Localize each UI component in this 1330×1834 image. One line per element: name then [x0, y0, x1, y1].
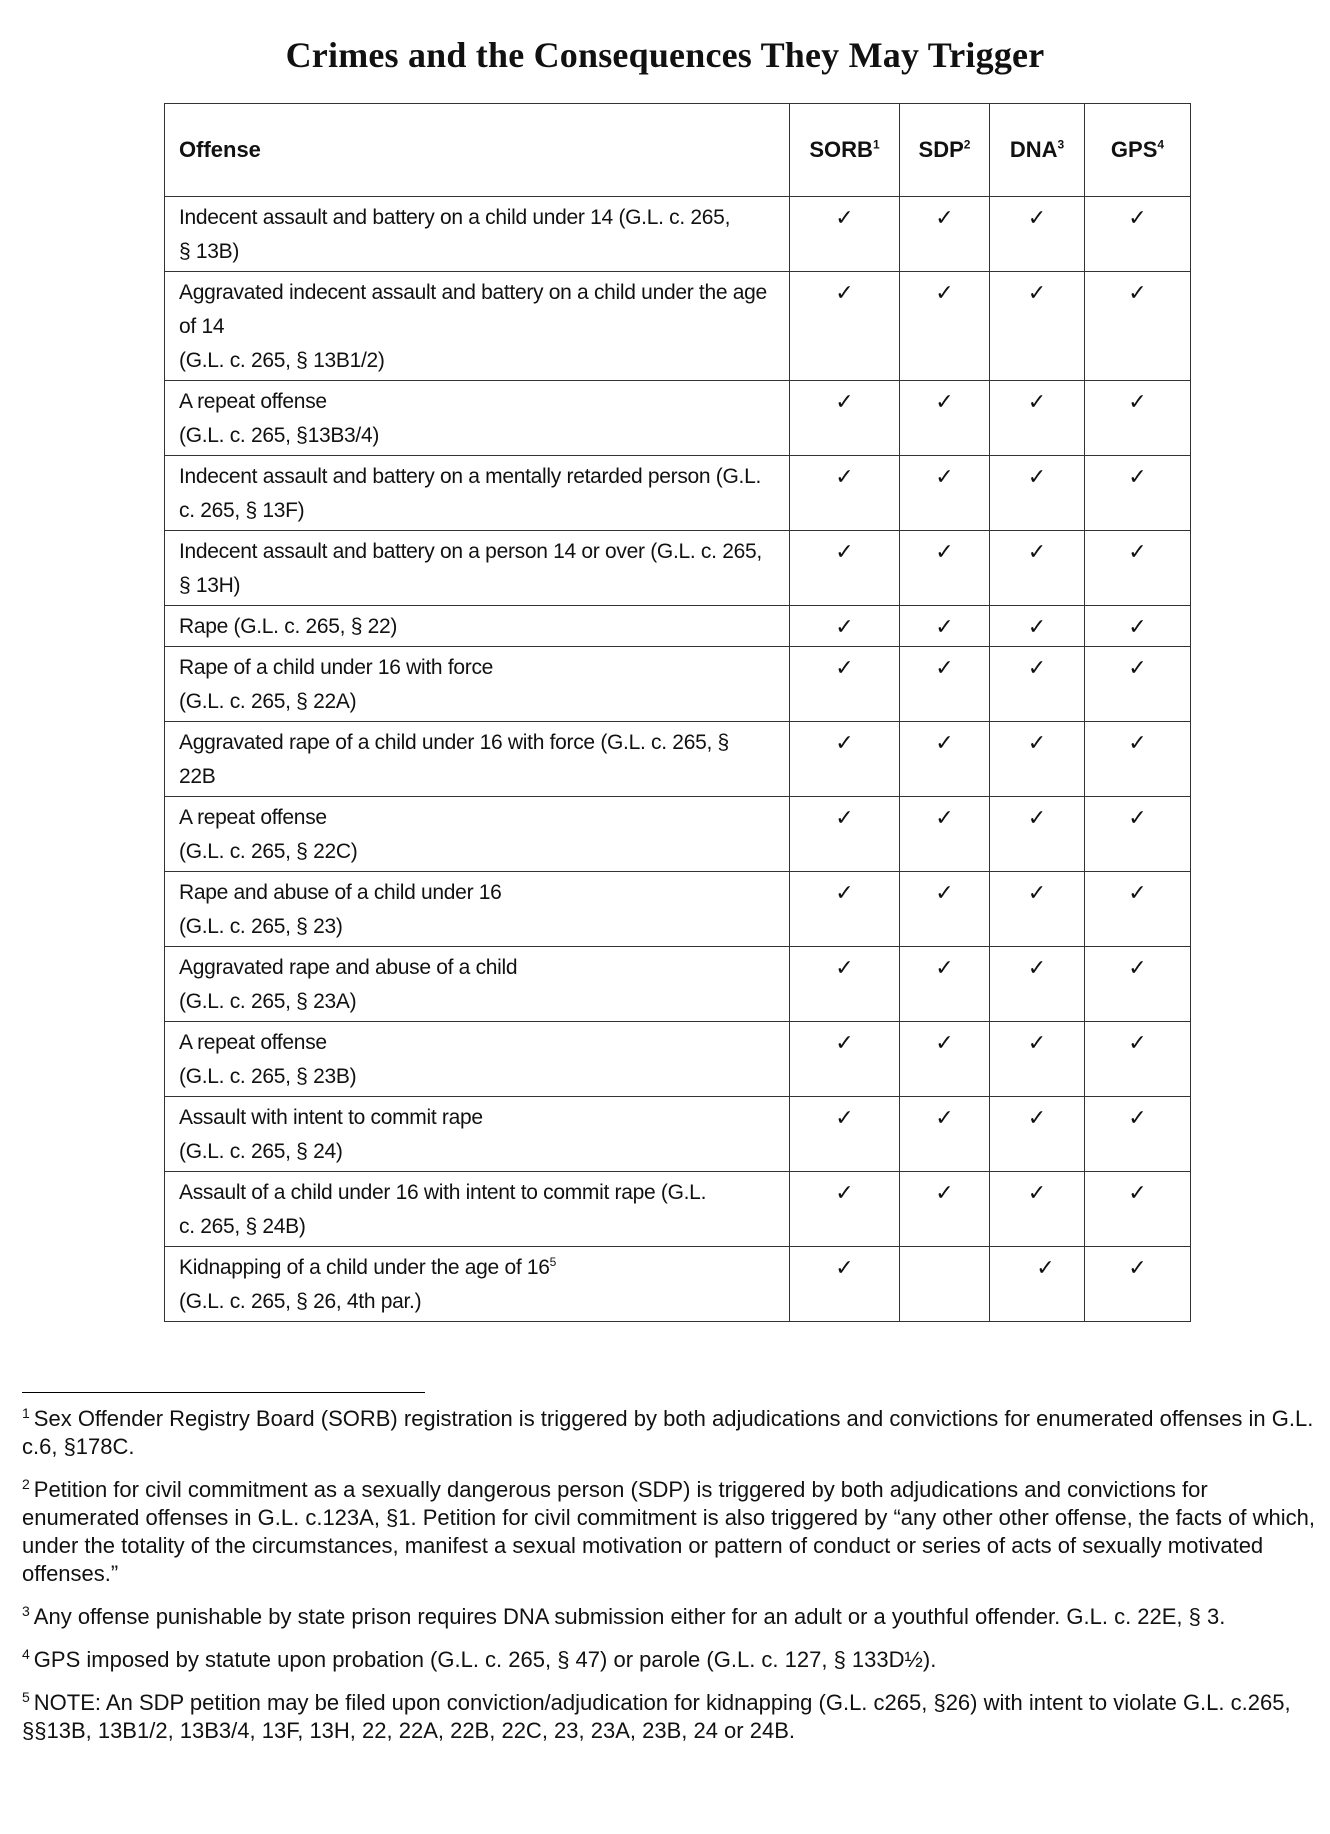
table-row — [165, 531, 1191, 606]
offense-text: (G.L. c. 265, § 23B) — [179, 1065, 357, 1088]
footnote-number: 2 — [22, 1475, 30, 1492]
offense-text: (G.L. c. 265, § 23A) — [179, 990, 357, 1013]
offense-text: (G.L. c. 265, § 13B1/2) — [179, 349, 385, 372]
check-cell-sorb — [790, 647, 900, 722]
check-mark-icon: ✓ — [1128, 614, 1147, 639]
footnote-text: Any offense punishable by state prison requires DNA submission either for an adult or a youthful offender. G.L. c. 22E, § 3. — [33, 1604, 1226, 1629]
offense-cell — [165, 1172, 790, 1247]
check-cell-dna — [990, 456, 1085, 531]
check-mark-icon: ✓ — [1027, 1030, 1047, 1055]
check-mark-icon: ✓ — [1128, 464, 1147, 489]
footnote-ref: 2 — [963, 137, 971, 152]
check-cell-sorb — [790, 531, 900, 606]
table-row — [165, 1097, 1191, 1172]
check-mark-icon: ✓ — [935, 614, 954, 639]
check-cell-dna — [990, 606, 1085, 647]
offense-text: (G.L. c. 265, § 22C) — [179, 840, 358, 863]
check-cell-dna — [990, 1172, 1085, 1247]
footnote-3 — [22, 1603, 1322, 1631]
check-mark-icon: ✓ — [1027, 730, 1047, 755]
table-row — [165, 456, 1191, 531]
header-offense: Offense — [165, 104, 790, 197]
footnote-ref: 1 — [872, 137, 880, 152]
offense-text: (G.L. c. 265, § 24) — [179, 1140, 343, 1163]
check-mark-icon: ✓ — [1128, 1030, 1147, 1055]
check-cell-sdp — [900, 872, 990, 947]
offense-text: Rape of a child under 16 with force — [179, 656, 494, 679]
check-cell-sorb — [790, 456, 900, 531]
check-mark-icon: ✓ — [1027, 389, 1047, 414]
check-mark-icon: ✓ — [1027, 280, 1047, 305]
check-cell-sorb — [790, 722, 900, 797]
check-cell-dna — [990, 947, 1085, 1022]
footnote-number: 5 — [22, 1688, 30, 1705]
check-mark-icon: ✓ — [835, 730, 854, 755]
header-dna: DNA$^3$ — [990, 104, 1085, 197]
offense-text: Indecent assault and battery on a person 14 or over (G.L. c. 265, — [179, 540, 762, 563]
check-mark-icon: ✓ — [1128, 280, 1147, 305]
footnote-number: 1 — [22, 1404, 30, 1421]
footnote-2 — [22, 1476, 1322, 1588]
offense-cell — [165, 197, 790, 272]
check-mark-icon: ✓ — [835, 1180, 854, 1205]
offense-cell — [165, 272, 790, 381]
check-cell-sorb — [790, 1097, 900, 1172]
check-cell-dna — [990, 197, 1085, 272]
check-cell-sorb — [790, 872, 900, 947]
check-cell-dna — [990, 272, 1085, 381]
check-cell-sdp — [900, 947, 990, 1022]
check-mark-icon: ✓ — [935, 805, 954, 830]
check-cell-sorb — [790, 797, 900, 872]
check-mark-icon: ✓ — [835, 205, 854, 230]
check-mark-icon: ✓ — [835, 655, 854, 680]
offense-cell — [165, 1022, 790, 1097]
check-mark-icon: ✓ — [1027, 1105, 1047, 1130]
check-mark-icon: ✓ — [935, 880, 954, 905]
check-mark-icon: ✓ — [1027, 955, 1047, 980]
check-mark-icon: ✓ — [1027, 539, 1047, 564]
check-cell-gps — [1085, 272, 1191, 381]
check-cell-sdp — [900, 722, 990, 797]
offense-cell — [165, 872, 790, 947]
check-cell-sdp — [900, 1247, 990, 1322]
table-row — [165, 1247, 1191, 1322]
offense-text: (G.L. c. 265, § 26, 4th par.) — [179, 1290, 422, 1313]
header-sorb: SORB$^1$ — [790, 104, 900, 197]
footnote-text: GPS imposed by statute upon probation (G.L. c. 265, § 47) or parole (G.L. c. 127, § 133D½). — [33, 1647, 937, 1672]
check-cell-gps — [1085, 722, 1191, 797]
offense-cell — [165, 456, 790, 531]
check-cell-gps — [1085, 456, 1191, 531]
check-mark-icon: ✓ — [935, 539, 954, 564]
table-row — [165, 872, 1191, 947]
check-mark-icon: ✓ — [935, 1180, 954, 1205]
table-row — [165, 722, 1191, 797]
table-row — [165, 947, 1191, 1022]
offense-text: 22B — [179, 765, 216, 788]
table-row — [165, 1172, 1191, 1247]
footnote-ref: 5 — [549, 1255, 557, 1269]
check-cell-sorb — [790, 197, 900, 272]
offense-text: Aggravated indecent assault and battery on a child under the age — [179, 281, 767, 304]
footnote-number: 4 — [22, 1645, 30, 1662]
footnote-number: 3 — [22, 1602, 30, 1619]
offense-cell — [165, 1247, 790, 1322]
check-mark-icon: ✓ — [935, 1030, 954, 1055]
offense-text: A repeat offense — [179, 806, 327, 829]
check-cell-dna — [990, 722, 1085, 797]
check-cell-sdp — [900, 531, 990, 606]
check-mark-icon: ✓ — [1128, 655, 1147, 680]
check-cell-gps — [1085, 872, 1191, 947]
offense-text: Indecent assault and battery on a mentally retarded person (G.L. — [179, 465, 761, 488]
check-mark-icon: ✓ — [1128, 730, 1147, 755]
footnote-text: NOTE: An SDP petition may be filed upon conviction/adjudication for kidnapping (G.L. c265, §26) with intent to violate G.L. c.265, §§13B, 13B1/2, 13B3/4, 13F, 13H, 22, 22A, 22B, 22C, 23, 23A, 23B, 24 or 24B. — [22, 1690, 1291, 1743]
offense-cell — [165, 1097, 790, 1172]
check-mark-icon: ✓ — [1027, 805, 1047, 830]
check-cell-gps — [1085, 381, 1191, 456]
header-sdp: SDP$^2$ — [900, 104, 990, 197]
check-mark-icon: ✓ — [835, 955, 854, 980]
check-cell-dna — [990, 647, 1085, 722]
table-row — [165, 197, 1191, 272]
offense-text: (G.L. c. 265, §13B3/4) — [179, 424, 380, 447]
table-row — [165, 606, 1191, 647]
offense-text: (G.L. c. 265, § 22A) — [179, 690, 357, 713]
offense-text: Rape and abuse of a child under 16 — [179, 881, 502, 904]
table-row — [165, 1022, 1191, 1097]
check-mark-icon: ✓ — [1027, 655, 1047, 680]
check-cell-sdp — [900, 797, 990, 872]
footnote-text: Petition for civil commitment as a sexually dangerous person (SDP) is triggered by both adjudications and convictions for enumerated offenses in G.L. c.123A, §1. Petition for civil commitment is also triggered by “any other other offense, the facts of which, under the totality of the circumstances, manifest a sexual motivation or pattern of conduct or series of acts of sexually motivated offenses.” — [22, 1477, 1315, 1586]
check-mark-icon: ✓ — [1027, 464, 1047, 489]
check-cell-dna — [990, 797, 1085, 872]
check-cell-gps — [1085, 606, 1191, 647]
check-mark-icon: ✓ — [1128, 1105, 1147, 1130]
offense-text: Aggravated rape and abuse of a child — [179, 956, 518, 979]
crimes-table — [164, 103, 1191, 1322]
offense-text: (G.L. c. 265, § 23) — [179, 915, 343, 938]
offense-cell — [165, 797, 790, 872]
check-cell-dna — [990, 1247, 1085, 1322]
check-cell-sorb — [790, 272, 900, 381]
offense-text: Kidnapping of a child under the age of 16 — [179, 1256, 550, 1279]
offense-text: Assault with intent to commit rape — [179, 1106, 483, 1129]
check-mark-icon: ✓ — [1027, 880, 1047, 905]
footnote-ref: 4 — [1157, 137, 1165, 152]
check-cell-gps — [1085, 1172, 1191, 1247]
check-cell-sdp — [900, 456, 990, 531]
check-mark-icon: ✓ — [835, 880, 854, 905]
footnote-ref: 3 — [1057, 137, 1065, 152]
check-cell-sdp — [900, 1172, 990, 1247]
footnote-4 — [22, 1646, 1322, 1674]
check-mark-icon: ✓ — [935, 955, 954, 980]
check-cell-dna — [990, 531, 1085, 606]
offense-text: § 13H) — [179, 574, 241, 597]
check-mark-icon: ✓ — [1027, 1180, 1047, 1205]
check-cell-gps — [1085, 797, 1191, 872]
offense-text: A repeat offense — [179, 1031, 327, 1054]
check-cell-dna — [990, 1097, 1085, 1172]
check-cell-gps — [1085, 947, 1191, 1022]
check-mark-icon: ✓ — [1128, 955, 1147, 980]
offense-text: Indecent assault and battery on a child under 14 (G.L. c. 265, — [179, 206, 731, 229]
check-mark-icon: ✓ — [835, 1105, 854, 1130]
check-mark-icon: ✓ — [835, 389, 854, 414]
check-mark-icon: ✓ — [1128, 805, 1147, 830]
footnote-text: Sex Offender Registry Board (SORB) registration is triggered by both adjudications and convictions for enumerated offenses in G.L. c.6, §178C. — [22, 1406, 1314, 1459]
check-mark-icon: ✓ — [835, 1255, 854, 1280]
table-row — [165, 797, 1191, 872]
offense-cell — [165, 722, 790, 797]
footnotes — [22, 1405, 1322, 1760]
offense-cell — [165, 647, 790, 722]
offense-cell — [165, 531, 790, 606]
check-cell-gps — [1085, 1097, 1191, 1172]
offense-cell — [165, 606, 790, 647]
check-cell-dna — [990, 381, 1085, 456]
check-cell-sdp — [900, 197, 990, 272]
header-gps: GPS$^4$ — [1085, 104, 1191, 197]
table-row — [165, 381, 1191, 456]
offense-text: c. 265, § 13F) — [179, 499, 305, 522]
check-cell-sorb — [790, 1172, 900, 1247]
check-mark-icon: ✓ — [1128, 539, 1147, 564]
footnote-5 — [22, 1689, 1322, 1745]
check-mark-icon: ✓ — [1128, 880, 1147, 905]
check-mark-icon: ✓ — [835, 464, 854, 489]
offense-text: of 14 — [179, 315, 225, 338]
offense-cell — [165, 947, 790, 1022]
offense-text: c. 265, § 24B) — [179, 1215, 306, 1238]
check-cell-gps — [1085, 1022, 1191, 1097]
table-row — [165, 272, 1191, 381]
check-cell-sorb — [790, 606, 900, 647]
check-mark-icon: ✓ — [1027, 614, 1047, 639]
check-mark-icon: ✓ — [835, 805, 854, 830]
check-mark-icon: ✓ — [935, 655, 954, 680]
footnote-separator — [22, 1392, 425, 1393]
check-cell-sorb — [790, 1247, 900, 1322]
offense-text: Assault of a child under 16 with intent to commit rape (G.L. — [179, 1181, 707, 1204]
offense-text: A repeat offense — [179, 390, 327, 413]
check-mark-icon: ✓ — [935, 1105, 954, 1130]
page-title: Crimes and the Consequences They May Trigger — [285, 35, 1045, 75]
check-cell-gps — [1085, 531, 1191, 606]
offense-text: § 13B) — [179, 240, 240, 263]
check-cell-sdp — [900, 1022, 990, 1097]
check-mark-icon: ✓ — [835, 539, 854, 564]
check-mark-icon: ✓ — [835, 1030, 854, 1055]
check-cell-sdp — [900, 381, 990, 456]
offense-text: Rape (G.L. c. 265, § 22) — [179, 615, 398, 638]
check-mark-icon: ✓ — [935, 464, 954, 489]
offense-cell — [165, 381, 790, 456]
check-mark-icon: ✓ — [835, 280, 854, 305]
check-mark-icon: ✓ — [1128, 205, 1147, 230]
check-mark-icon: ✓ — [1036, 1255, 1055, 1280]
check-mark-icon: ✓ — [1128, 389, 1147, 414]
check-mark-icon: ✓ — [1128, 1255, 1147, 1280]
check-cell-sorb — [790, 381, 900, 456]
table-header-row — [165, 104, 1191, 197]
check-cell-sorb — [790, 947, 900, 1022]
check-cell-gps — [1085, 647, 1191, 722]
check-mark-icon: ✓ — [935, 280, 954, 305]
check-cell-sdp — [900, 606, 990, 647]
check-cell-gps — [1085, 1247, 1191, 1322]
check-cell-dna — [990, 1022, 1085, 1097]
check-cell-sdp — [900, 1097, 990, 1172]
check-mark-icon: ✓ — [935, 389, 954, 414]
footnote-1 — [22, 1405, 1322, 1461]
check-mark-icon: ✓ — [935, 205, 954, 230]
check-mark-icon: ✓ — [935, 730, 954, 755]
check-cell-sdp — [900, 647, 990, 722]
check-mark-icon: ✓ — [1128, 1180, 1147, 1205]
check-mark-icon: ✓ — [835, 614, 854, 639]
check-cell-sdp — [900, 272, 990, 381]
offense-text: Aggravated rape of a child under 16 with force (G.L. c. 265, § — [179, 731, 729, 754]
table-row — [165, 647, 1191, 722]
check-cell-sorb — [790, 1022, 900, 1097]
check-cell-dna — [990, 872, 1085, 947]
check-mark-icon: ✓ — [1027, 205, 1047, 230]
check-cell-gps — [1085, 197, 1191, 272]
